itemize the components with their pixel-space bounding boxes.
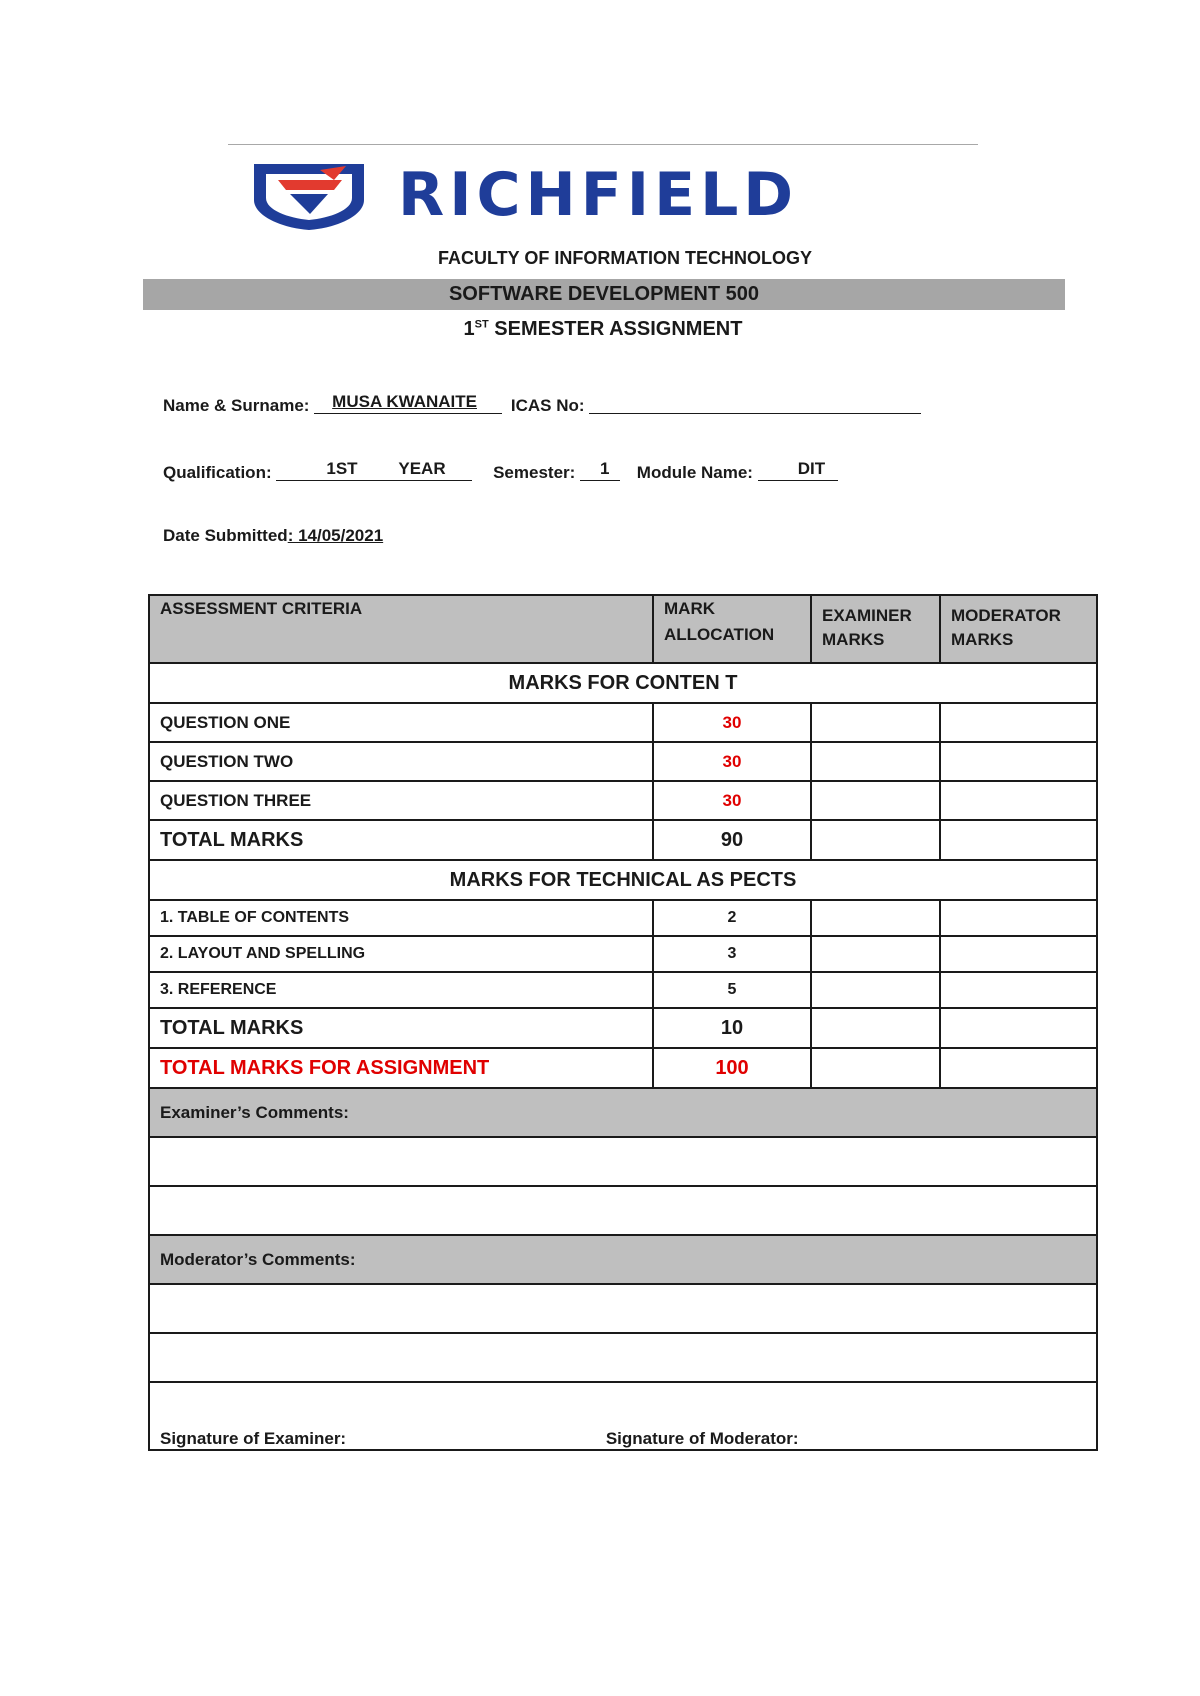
- content-section-title: MARKS FOR CONTEN T: [149, 663, 1097, 703]
- moderator-mark-cell[interactable]: [940, 936, 1097, 972]
- criteria-label: 3. REFERENCE: [149, 972, 653, 1008]
- signature-moderator-label: Signature of Moderator:: [605, 1429, 799, 1448]
- mark-value: 2: [653, 900, 811, 936]
- header-criteria: ASSESSMENT CRITERIA: [149, 595, 653, 663]
- table-row: [149, 936, 1097, 972]
- moderator-mark-cell[interactable]: [940, 900, 1097, 936]
- name-label: Name & Surname:: [163, 396, 310, 415]
- date-field[interactable]: : 14/05/2021: [287, 526, 384, 545]
- examiner-mark-cell[interactable]: [811, 820, 940, 860]
- criteria-label: QUESTION TWO: [149, 742, 653, 781]
- richfield-logo: [250, 160, 960, 232]
- table-row: [149, 742, 1097, 781]
- mark-value: 30: [653, 742, 811, 781]
- course-title: SOFTWARE DEVELOPMENT 500: [448, 283, 760, 305]
- mark-value: 5: [653, 972, 811, 1008]
- moderator-comment-line[interactable]: [149, 1333, 1097, 1382]
- top-rule: [228, 144, 978, 145]
- header-moderator-marks: MODERATOR MARKS: [940, 595, 1097, 663]
- moderator-mark-cell[interactable]: [940, 703, 1097, 742]
- total-label: TOTAL MARKS: [149, 820, 653, 860]
- examiner-comment-line[interactable]: [149, 1137, 1097, 1186]
- name-field[interactable]: MUSA KWANAITE: [314, 395, 502, 414]
- module-label: Module Name:: [636, 463, 753, 482]
- content-section-row: [149, 663, 1097, 703]
- examiner-mark-cell[interactable]: [811, 900, 940, 936]
- moderator-mark-cell[interactable]: [940, 742, 1097, 781]
- date-line: [163, 526, 395, 546]
- criteria-label: 1. TABLE OF CONTENTS: [149, 900, 653, 936]
- criteria-label: QUESTION ONE: [149, 703, 653, 742]
- mark-value: 3: [653, 936, 811, 972]
- total-label: TOTAL MARKS: [149, 1008, 653, 1048]
- examiner-mark-cell[interactable]: [811, 703, 940, 742]
- moderator-mark-cell[interactable]: [940, 1008, 1097, 1048]
- moderator-mark-cell[interactable]: [940, 820, 1097, 860]
- header-examiner-marks: EXAMINER MARKS: [811, 595, 940, 663]
- mark-value: 30: [653, 703, 811, 742]
- grand-total-row: [149, 1048, 1097, 1088]
- examiner-mark-cell[interactable]: [811, 1008, 940, 1048]
- technical-section-title: MARKS FOR TECHNICAL AS PECTS: [149, 860, 1097, 900]
- table-header-row: [149, 595, 1097, 663]
- header-mark-allocation: MARK ALLOCATION: [653, 595, 811, 663]
- content-total-row: [149, 820, 1097, 860]
- criteria-label: 2. LAYOUT AND SPELLING: [149, 936, 653, 972]
- examiner-comment-line[interactable]: [149, 1186, 1097, 1235]
- table-row: [149, 781, 1097, 820]
- examiner-mark-cell[interactable]: [811, 742, 940, 781]
- table-row: [149, 972, 1097, 1008]
- moderator-mark-cell[interactable]: [940, 1048, 1097, 1088]
- grand-total-value: 100: [653, 1048, 811, 1088]
- examiner-comments-row: [149, 1088, 1097, 1137]
- moderator-comments-row: [149, 1235, 1097, 1284]
- signature-row: [149, 1382, 1097, 1450]
- semester-label: Semester:: [493, 463, 576, 482]
- technical-section-row: [149, 860, 1097, 900]
- technical-total-row: [149, 1008, 1097, 1048]
- qualification-field[interactable]: 1ST YEAR: [276, 462, 472, 481]
- total-value: 10: [653, 1008, 811, 1048]
- assignment-title: 1ST SEMESTER ASSIGNMENT: [463, 318, 743, 340]
- moderator-comment-line[interactable]: [149, 1284, 1097, 1333]
- icas-label: ICAS No:: [510, 396, 585, 415]
- name-line: [163, 392, 921, 416]
- examiner-mark-cell[interactable]: [811, 972, 940, 1008]
- shield-icon: [250, 160, 368, 232]
- examiner-mark-cell[interactable]: [811, 936, 940, 972]
- criteria-label: QUESTION THREE: [149, 781, 653, 820]
- table-row: [149, 900, 1097, 936]
- assessment-table: [148, 594, 1098, 1451]
- module-field[interactable]: DIT: [758, 462, 838, 481]
- moderator-mark-cell[interactable]: [940, 781, 1097, 820]
- semester-field[interactable]: 1: [580, 462, 620, 481]
- examiner-comments-label: Examiner’s Comments:: [149, 1088, 1097, 1137]
- examiner-mark-cell[interactable]: [811, 781, 940, 820]
- mark-value: 30: [653, 781, 811, 820]
- moderator-comments-label: Moderator’s Comments:: [149, 1235, 1097, 1284]
- table-row: [149, 703, 1097, 742]
- total-value: 90: [653, 820, 811, 860]
- faculty-title: FACULTY OF INFORMATION TECHNOLOGY: [438, 248, 812, 268]
- qualification-label: Qualification:: [163, 463, 272, 482]
- logo-wordmark: RICHFIELD: [398, 160, 799, 230]
- moderator-mark-cell[interactable]: [940, 972, 1097, 1008]
- signature-examiner-label: Signature of Examiner:: [160, 1429, 347, 1448]
- date-label: Date Submitted: [163, 526, 288, 545]
- icas-field[interactable]: [589, 395, 921, 414]
- examiner-mark-cell[interactable]: [811, 1048, 940, 1088]
- grand-total-label: TOTAL MARKS FOR ASSIGNMENT: [149, 1048, 653, 1088]
- qualification-line: [163, 459, 838, 483]
